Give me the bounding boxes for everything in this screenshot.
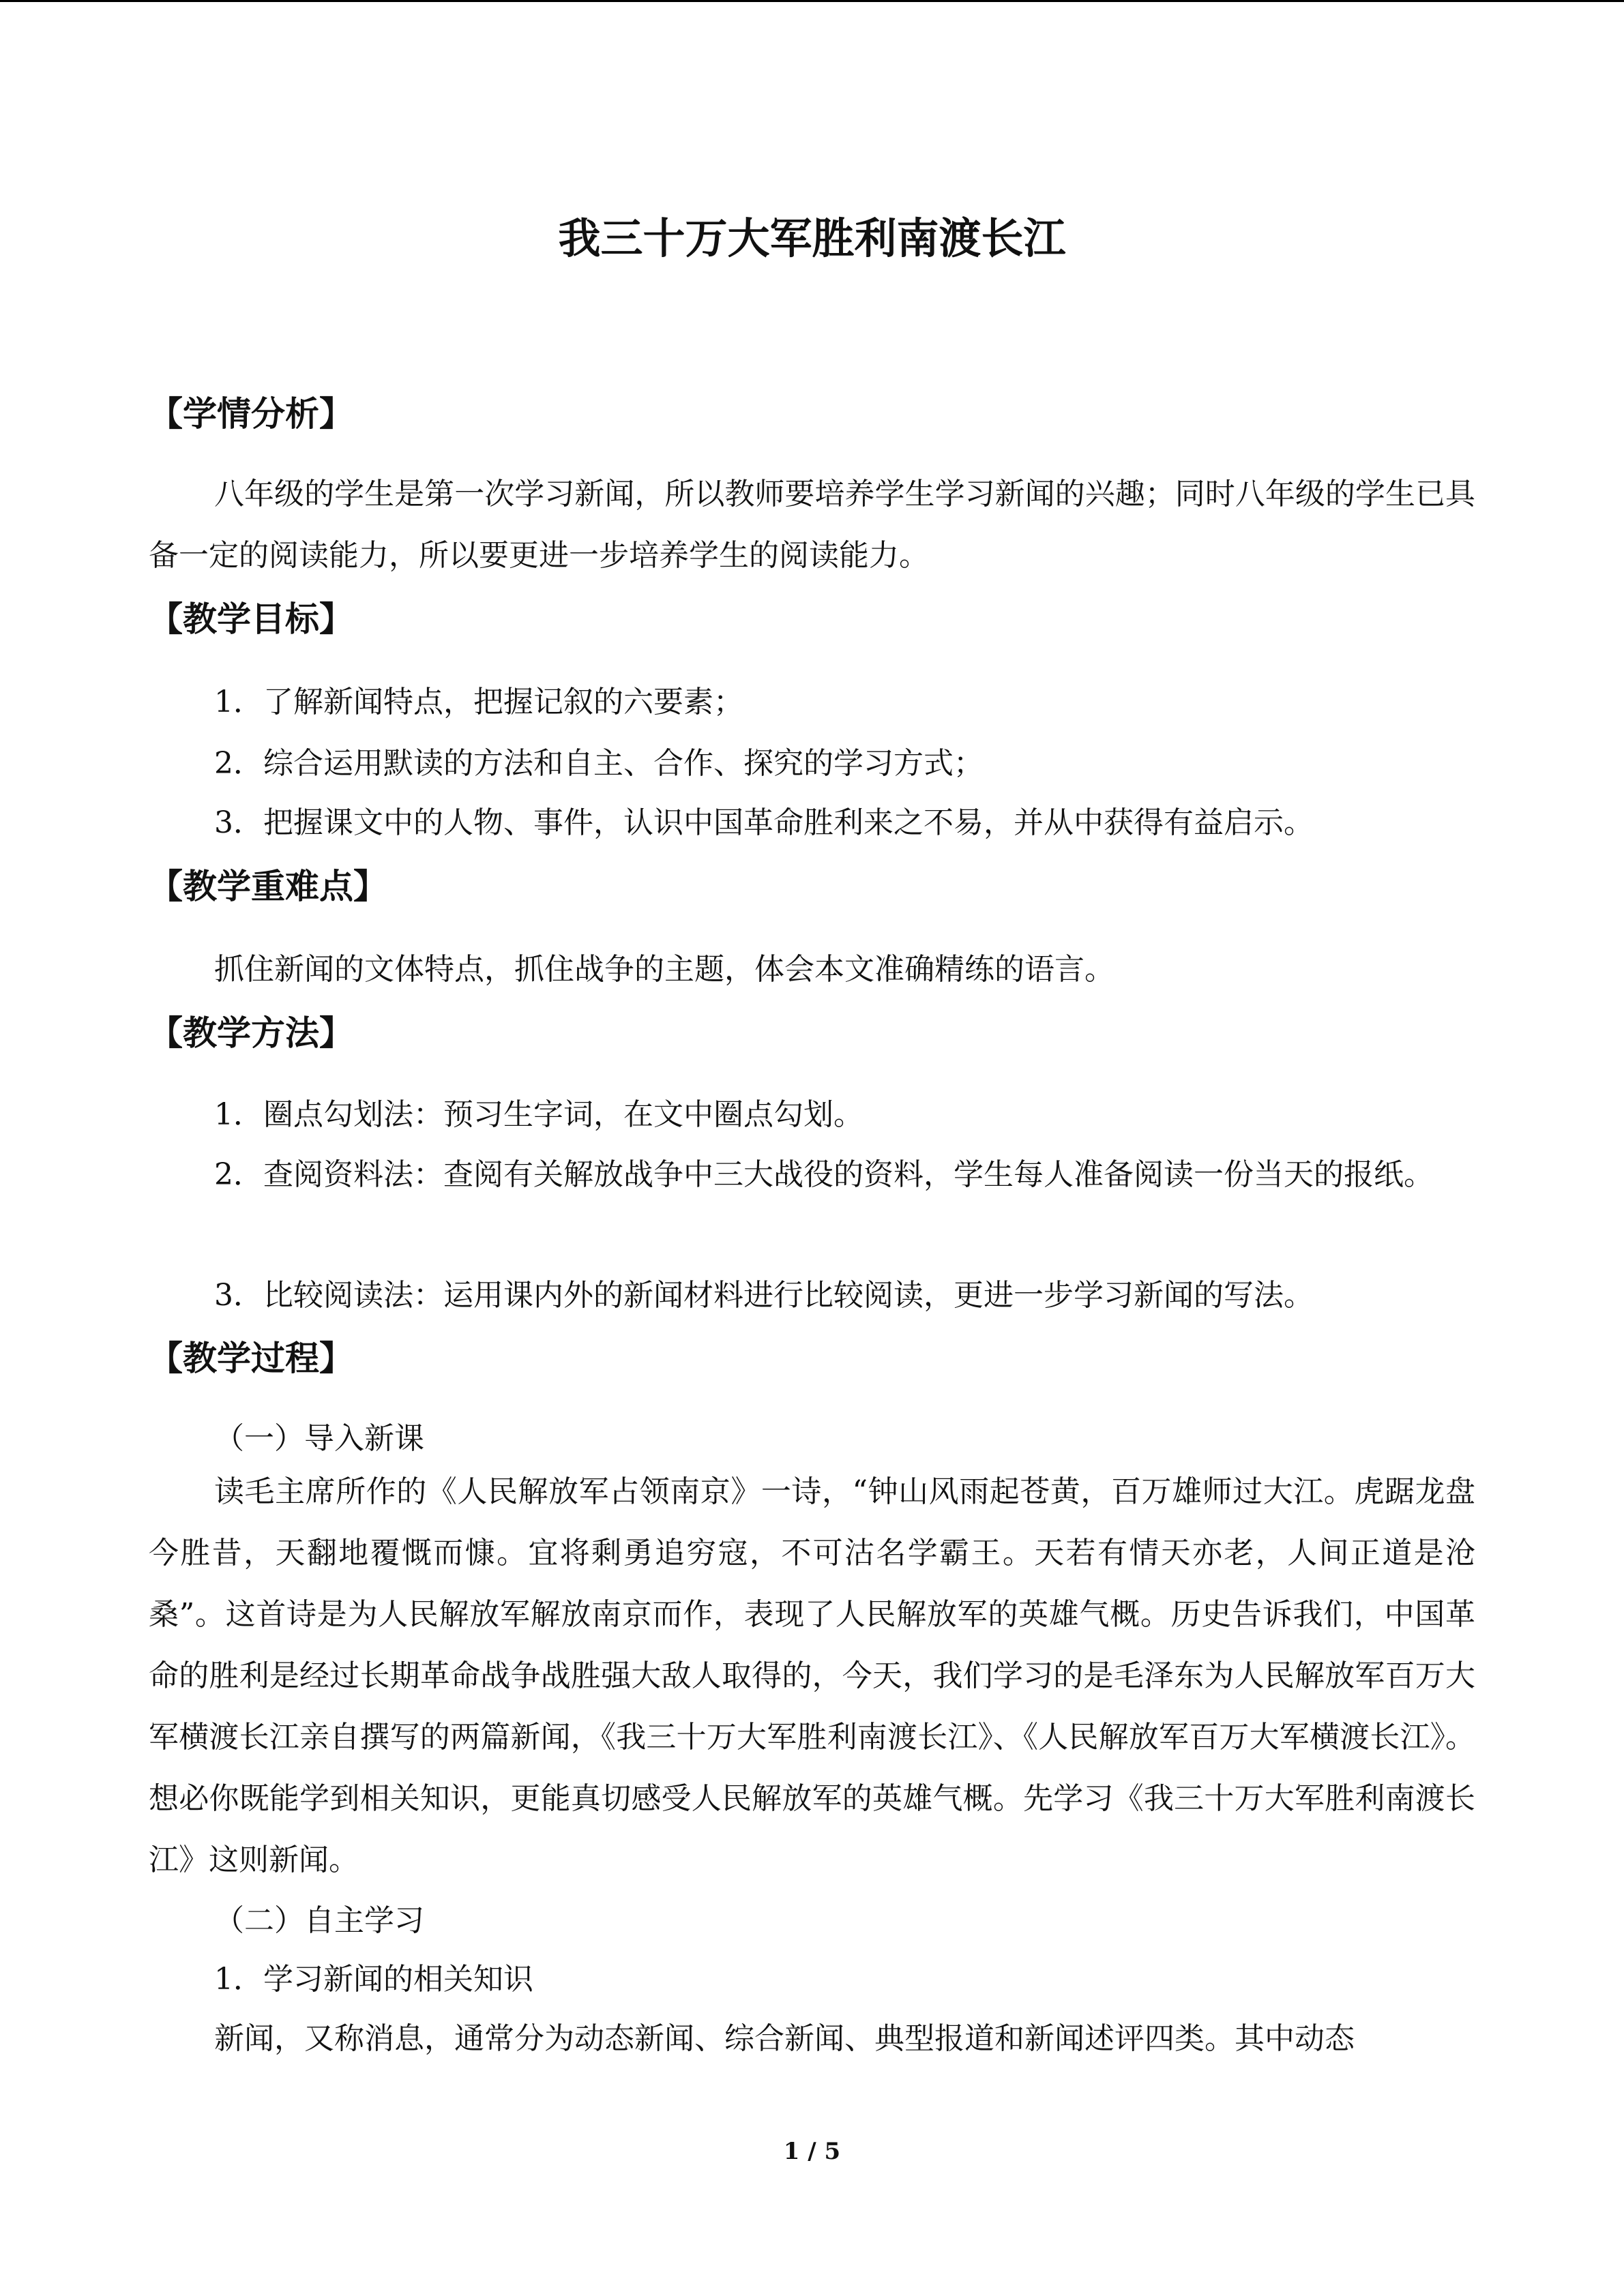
- key-points-text: 抓住新闻的文体特点，抓住战争的主题，体会本文准确精练的语言。: [214, 952, 1114, 987]
- method-item-3: 3．比较阅读法：运用课内外的新闻材料进行比较阅读，更进一步学习新闻的写法。: [214, 1278, 1314, 1313]
- heading-key-points: 【教学重难点】: [149, 866, 387, 906]
- process-step1-paragraph: 读毛主席所作的《人民解放军占领南京》一诗，“钟山风雨起苍黄，百万雄师过大江。虎踞龙盘今胜昔，天翻地覆慨而慷。宜将剩勇追穷寇，不可沽名学霸王。天若有情天亦老，人间正道是沧桑”。这首诗是为人民解放军解放南京而作，表现了人民解放军的英雄气概。历史告诉我们，中国革命的胜利是经过长期革命战争战胜强大敌人取得的，今天，我们学习的是毛泽东为人民解放军百万大军横渡长江亲自撰写的两篇新闻，《我三十万大军胜利南渡长江》、《人民解放军百万大军横渡长江》。想必你既能学到相关知识，更能真切感受人民解放军的英雄气概。先学习《我三十万大军胜利南渡长江》这则新闻。: [149, 1474, 1475, 1877]
- heading-goals: 【教学目标】: [149, 599, 353, 639]
- goal-item-3: 3．把握课文中的人物、事件，认识中国革命胜利来之不易，并从中获得有益启示。: [214, 805, 1314, 840]
- process-step2-title: （二）自主学习: [214, 1903, 424, 1938]
- page-top-rule: [0, 0, 1624, 2]
- heading-methods: 【教学方法】: [149, 1013, 353, 1053]
- method-item-1: 1．圈点勾划法：预习生字词，在文中圈点勾划。: [214, 1097, 863, 1132]
- heading-process: 【教学过程】: [149, 1338, 353, 1378]
- goal-item-1: 1．了解新闻特点，把握记叙的六要素；: [214, 685, 743, 719]
- goal-item-2: 2．综合运用默读的方法和自主、合作、探究的学习方式；: [214, 746, 984, 781]
- document-title: 我三十万大军胜利南渡长江: [558, 213, 1066, 263]
- page-number: 1 / 5: [783, 2138, 841, 2165]
- process-step1-title: （一）导入新课: [214, 1421, 424, 1456]
- heading-analysis: 【学情分析】: [149, 393, 353, 434]
- process-step2-text: 新闻，又称消息，通常分为动态新闻、综合新闻、典型报道和新闻述评四类。其中动态: [214, 2021, 1355, 2056]
- analysis-paragraph: 八年级的学生是第一次学习新闻，所以教师要培养学生学习新闻的兴趣；同时八年级的学生已具备一定的阅读能力，所以要更进一步培养学生的阅读能力。: [149, 477, 1475, 573]
- process-step2-subtitle: 1．学习新闻的相关知识: [214, 1962, 533, 1997]
- method-item-2: 2．查阅资料法：查阅有关解放战争中三大战役的资料，学生每人准备阅读一份当天的报纸。: [214, 1157, 1434, 1192]
